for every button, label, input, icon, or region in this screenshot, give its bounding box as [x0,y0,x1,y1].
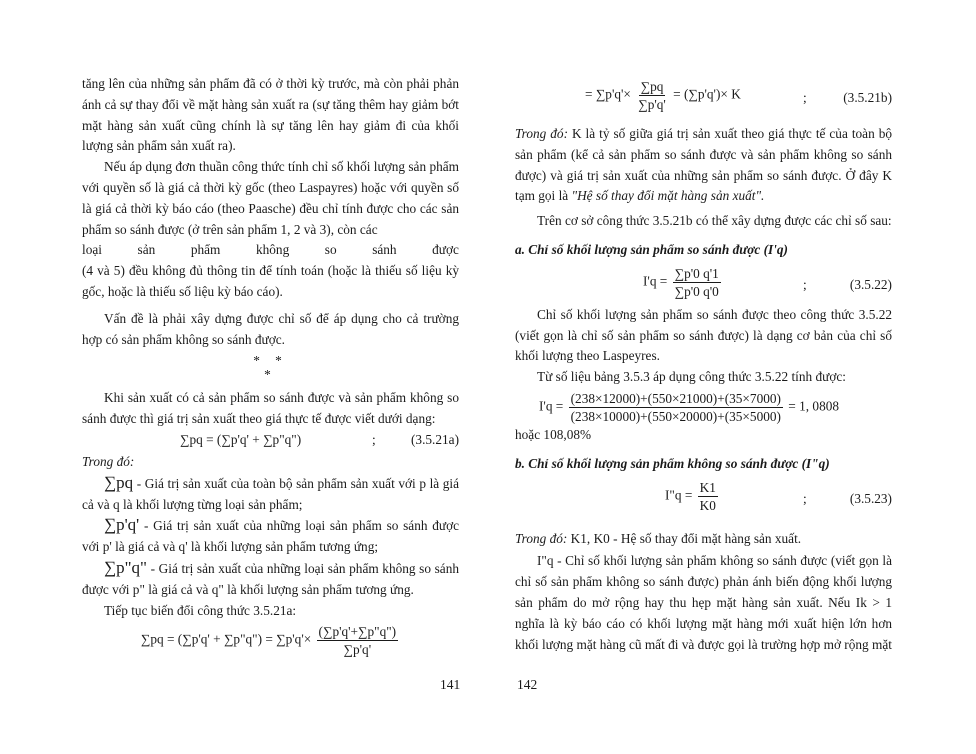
spread-word: sản [137,242,156,258]
equation-lhs: I'q = [643,273,668,289]
left-paragraph-2b: (4 và 5) đều không đủ thông tin để tính toán (hoặc là thiếu số liệu kỳ gốc, hoặc là thiếu số liệu kỳ báo cáo). [82,263,459,299]
left-paragraph-2-spread-line [82,240,459,261]
fraction-numerator: (238×12000)+(550×21000)+(35×7000) [570,390,781,406]
fraction-numerator: K1 [699,479,716,495]
left-paragraph-4: Khi sản xuất có cả sản phẩm so sánh được và sản phẩm không so sánh được thì giá trị sản xuất theo giá thực tế được viết dưới dạng: [82,390,459,427]
equation-rhs: = (∑p'q')× K [673,86,741,102]
definition-text: - Giá trị sản xuất của những loại sản phẩm so sánh được với p' là giá cả và q' là khối lượng sản phẩm tương ứng; [82,518,459,555]
right-paragraph-1: Trên cơ sở công thức 3.5.21b có thể xây dựng được các chỉ số sau: [537,213,892,229]
right-paragraph-4: hoặc 108,08% [515,426,592,442]
fraction-numerator: ∑pq [640,79,664,94]
equation-fraction [673,265,721,300]
spread-word: so [324,242,337,258]
equation-number: (3.5.21b) [843,90,892,105]
equation-formula: ∑pq = (∑p'q' + ∑p"q") [180,431,302,447]
right-paragraph-3: Từ số liệu bảng 3.5.3 áp dụng công thức 3.5.22 tính được: [537,369,846,385]
left-paragraph-5: Tiếp tục biến đổi công thức 3.5.21a: [104,602,297,618]
page-number-right: 142 [517,677,538,692]
spread-word: loại [82,242,102,258]
stars-top: * * [253,353,288,369]
equation-fraction [636,78,668,113]
fraction-denominator: ∑p'q' [638,97,666,112]
spread-word: được [432,242,459,258]
equation-formula [665,479,720,514]
equation-calc [539,390,892,425]
equation-semicolon: ; [803,90,807,105]
right-page [515,78,892,655]
equation-3-5-23 [515,479,892,521]
equation-lhs: I"q = [665,487,693,503]
equation-formula [643,265,723,300]
fraction-denominator: ∑p'q' [343,642,372,658]
equation-result: = 1, 0808 [788,398,840,414]
sum-symbol: ∑pq [104,472,134,492]
definition-2 [82,515,459,558]
definition-text: - Giá trị sản xuất của toàn bộ sản phẩm sản xuất với p là giá cả và q là khối lượng từng loại sản phẩm; [82,475,459,512]
sum-symbol: ∑p"q" [104,557,147,577]
equation-3-5-21a [82,430,459,452]
equation-lhs: ∑pq = (∑p'q' + ∑p"q") = ∑p'q'× [140,631,312,647]
fraction-denominator: (238×10000)+(550×20000)+(35×5000) [570,408,781,424]
right-paragraph-5: I"q - Chỉ số khối lượng sản phẩm không so sánh được (viết gọn là chỉ số sản phẩm không so sánh được) phản ánh biến động khối lượng sản phẩm do mở rộng hay thu hẹp mặt hàng sản xuất. Nếu Ik > 1 nghĩa là kỳ báo cáo có khối lượng mặt hàng mới xuất hiện lớn hơn khối lượng mặt hàng cũ mất đi và được gọi là trường hợp mở rộng mặt [515,553,892,652]
equation-semicolon: ; [372,431,376,447]
equation-3-5-21b [515,78,892,118]
stars-bottom: * [264,367,277,383]
left-paragraph-3: Vấn đề là phải xây dựng được chỉ số để áp dụng cho cả trường hợp có sản phẩm không so sánh được. [82,310,459,347]
right-paragraph-2: Chỉ số khối lượng sản phẩm so sánh được theo công thức 3.5.22 (viết gọn là chỉ số sản phẩm so sánh được) là dạng cơ bản của chỉ số khối lượng theo Laspeyres. [515,306,892,364]
equation-number: (3.5.21a) [411,431,459,447]
trong-do-label: Trong đó: [515,126,568,141]
definition-3 [82,558,459,601]
sum-symbol: ∑p'q' [104,515,140,535]
equation-3-5-22 [515,265,892,305]
definition-text: - Giá trị sản xuất của những loại sản phẩm không so sánh được với p" là giá cả và q" là khối lượng sản phẩm tương ứng. [82,560,459,597]
equation-number: (3.5.22) [849,276,892,292]
equation-lhs: I'q = [539,398,564,414]
equation-semicolon: ; [803,276,807,292]
equation-transform [82,623,459,658]
equation-formula [585,78,741,113]
fraction-denominator: K0 [699,497,716,513]
left-paragraph-2a: Nếu áp dụng đơn thuần công thức tính chỉ số khối lượng sản phẩm với quyền số là giá cả thời kỳ gốc (theo Laspayres) hoặc với quyền số là giá cả thời kỳ báo cáo (theo Paasche) đều chỉ tính được cho các sản phẩm so sánh được (ở trên sản phẩm 1, 2 và 3), còn các [82,159,459,237]
fraction-numerator: (∑p'q'+∑p"q") [318,624,397,640]
trong-do-k [515,124,892,207]
equation-fraction [317,623,399,658]
spread-word: phẩm [190,242,221,258]
spread-word: không [255,242,290,258]
trong-do-text: K1, K0 - Hệ số thay đổi mặt hàng sản xuất. [567,530,802,546]
equation-lhs: = ∑p'q'× [585,86,631,102]
equation-semicolon: ; [803,490,807,506]
equation-fraction [569,390,783,425]
left-paragraph-1: tăng lên của những sản phẩm đã có ở thời kỳ trước, mà còn phải phản ánh cả sự thay đổi về mặt hàng sản xuất ra (sự tăng thêm hay giảm bớt mặt hàng sản xuất cũng chính là sự tăng lên hay giảm đi của khối lượng sản phẩm sản xuất ra). [82,76,459,154]
definition-1 [82,473,459,516]
heading-b: b. Chỉ số khối lượng sản phẩm không so sánh được (I"q) [515,455,830,471]
fraction-numerator: ∑p'0 q'1 [674,265,719,281]
page-number-left: 141 [440,677,461,692]
equation-number: (3.5.23) [849,490,892,506]
trong-do-label: Trong đó: [515,530,568,546]
section-divider-stars [82,354,459,382]
fraction-denominator: ∑p'0 q'0 [674,283,719,299]
heading-a: a. Chỉ số khối lượng sản phẩm so sánh được (I'q) [515,241,788,257]
equation-fraction [698,479,718,514]
trong-do-quote: "Hệ số thay đổi mặt hàng sản xuất". [571,188,765,204]
trong-do-label: Trong đó: [82,453,135,469]
trong-do-k1-k0 [515,529,892,550]
left-page [82,74,459,658]
trong-do-text: K là tỷ số giữa giá trị sản xuất theo giá thực tế của toàn bộ sản phẩm (kể cả sản phẩm so sánh được và sản phẩm không so sánh được) và giá trị sản xuất của những sản phẩm so sánh được. Ở đây K tạm gọi là [515,126,892,204]
spread-word: sánh [372,242,397,258]
